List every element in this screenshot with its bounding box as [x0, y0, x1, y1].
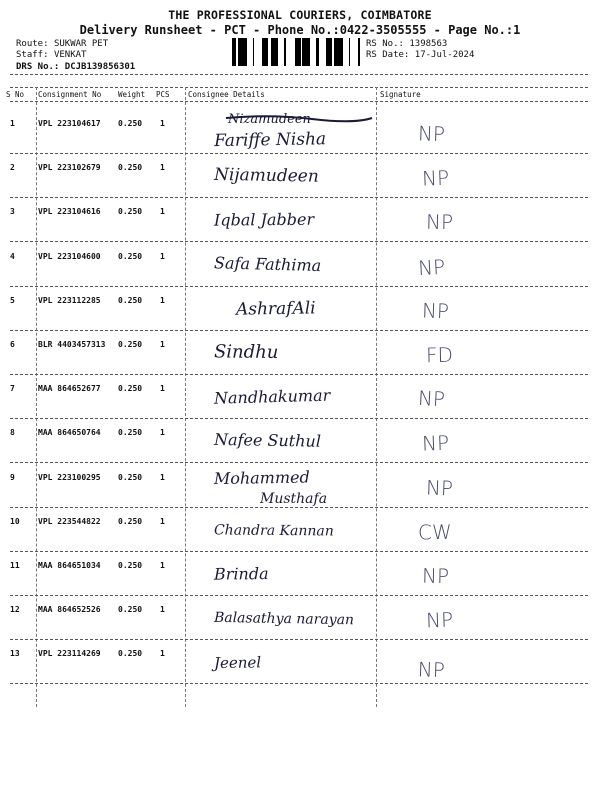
drs-value: DCJB139856301 — [64, 62, 136, 72]
consignee-handwriting — [200, 505, 390, 549]
row-separator — [10, 683, 588, 684]
row-pcs: 1 — [160, 649, 165, 659]
consignee-name: Balasathya narayan — [213, 610, 355, 629]
row-consignment-no: VPL 223102679 — [38, 163, 101, 173]
row-sno: 6 — [10, 340, 15, 349]
consignee-handwriting — [200, 549, 390, 593]
row-consignment-no: MAA 864652526 — [38, 605, 101, 615]
row-weight: 0.250 — [118, 207, 143, 217]
row-sno: 1 — [10, 119, 15, 128]
row-sno: 8 — [10, 428, 15, 438]
consignee-handwriting — [200, 240, 390, 284]
signature-status: NP — [421, 298, 450, 324]
row-pcs: 1 — [160, 251, 165, 261]
consignee-name: Chandra Kannan — [213, 522, 334, 540]
row-consignment-no: VPL 223104600 — [38, 251, 101, 261]
row-pcs: 1 — [160, 428, 165, 438]
col-weight: Weight — [118, 90, 146, 99]
row-weight: 0.250 — [118, 649, 143, 659]
drs-line — [16, 62, 135, 72]
rs-no-value: 1398563 — [409, 39, 448, 49]
row-consignment-no: MAA 864651034 — [38, 561, 101, 570]
row-sno: 12 — [10, 605, 20, 615]
signature-status: NP — [425, 210, 454, 235]
staff-line — [16, 50, 86, 60]
row-pcs: 1 — [160, 295, 165, 305]
row-sno: 10 — [10, 516, 20, 526]
consignee-handwriting — [200, 284, 390, 328]
rs-date-value: 17-Jul-2024 — [414, 50, 475, 60]
row-weight: 0.250 — [118, 163, 143, 173]
row-pcs: 1 — [160, 605, 165, 615]
company-title: THE PROFESSIONAL COURIERS, COIMBATORE — [168, 8, 432, 22]
row-consignment-no: VPL 223100295 — [38, 472, 101, 482]
signature-status: NP — [421, 165, 450, 191]
signature-status: NP — [417, 121, 446, 147]
row-weight: 0.250 — [118, 428, 143, 438]
consignee-handwriting — [200, 328, 390, 372]
signature-handwriting — [400, 109, 510, 153]
row-consignment-no: MAA 864650764 — [38, 428, 101, 438]
rs-date-line — [366, 50, 474, 60]
signature-handwriting — [400, 197, 510, 241]
row-weight: 0.250 — [118, 251, 143, 261]
staff-label: Staff: — [16, 50, 49, 60]
rs-date-label: RS Date: — [366, 50, 410, 60]
row-sno: 11 — [10, 561, 20, 570]
signature-handwriting — [400, 286, 510, 330]
consignee-handwriting — [200, 416, 390, 460]
row-consignment-no: BLR 4403457313 — [38, 340, 106, 349]
signature-handwriting — [400, 330, 510, 374]
consignee-name: Safa Fathima — [213, 252, 322, 275]
row-consignment-no: VPL 223104616 — [38, 207, 101, 217]
signature-status: NP — [417, 657, 446, 683]
row-sno: 9 — [10, 472, 15, 482]
signature-status: NP — [425, 475, 454, 501]
row-consignment-no: VPL 223112285 — [38, 295, 101, 305]
consignee-handwriting — [200, 461, 390, 505]
separator — [10, 74, 588, 75]
runsheet-subtitle: Delivery Runsheet - PCT - Phone No.:0422-3505555 - Page No.:1 — [79, 23, 521, 37]
row-weight: 0.250 — [118, 295, 143, 305]
row-weight: 0.250 — [118, 561, 143, 570]
rs-no-line — [366, 39, 447, 49]
row-weight: 0.250 — [118, 119, 143, 128]
row-sno: 13 — [10, 649, 20, 659]
row-sno: 7 — [10, 384, 15, 394]
row-pcs: 1 — [160, 207, 165, 217]
separator — [10, 87, 588, 88]
signature-handwriting — [400, 463, 510, 507]
signature-status: NP — [425, 607, 454, 633]
consignee-name: Brinda — [213, 564, 269, 584]
consignee-name: Iqbal Jabber — [213, 210, 315, 230]
consignee-handwriting — [200, 593, 390, 637]
route-label: Route: — [16, 39, 49, 49]
consignee-name: Sindhu — [213, 341, 279, 363]
signature-handwriting — [400, 153, 510, 197]
signature-handwriting — [400, 507, 510, 551]
row-sno: 5 — [10, 295, 15, 305]
row-pcs: 1 — [160, 384, 165, 394]
separator — [10, 101, 588, 102]
row-pcs: 1 — [160, 561, 165, 570]
signature-status: NP — [417, 386, 446, 412]
consignee-handwriting — [200, 195, 390, 239]
consignee-name: Mohammed — [213, 467, 310, 488]
consignee-name-line2: Musthafa — [260, 490, 328, 507]
consignee-handwriting — [200, 151, 390, 195]
row-weight: 0.250 — [118, 472, 143, 482]
row-weight: 0.250 — [118, 605, 143, 615]
route-line — [16, 39, 108, 49]
row-sno: 4 — [10, 251, 15, 261]
row-consignment-no: MAA 864652677 — [38, 384, 101, 394]
rs-no-label: RS No.: — [366, 39, 404, 49]
row-pcs: 1 — [160, 516, 165, 526]
drs-label: DRS No.: — [16, 62, 60, 72]
signature-handwriting — [400, 595, 510, 639]
signature-status: NP — [417, 254, 446, 280]
col-signature: Signature — [380, 90, 421, 99]
row-weight: 0.250 — [118, 516, 143, 526]
signature-status: FD — [425, 342, 454, 368]
barcode-image — [232, 38, 360, 66]
row-consignment-no: VPL 223114269 — [38, 649, 101, 659]
col-consignee: Consignee Details — [188, 90, 265, 99]
consignee-name: Fariffe Nisha — [213, 129, 327, 152]
row-pcs: 1 — [160, 119, 165, 128]
consignee-handwriting — [200, 372, 390, 416]
row-pcs: 1 — [160, 340, 165, 349]
row-pcs: 1 — [160, 163, 165, 173]
consignee-handwriting — [200, 107, 390, 151]
signature-handwriting — [400, 639, 510, 683]
col-sno: S No — [6, 90, 25, 99]
struck-consignee-name: Nizamudeen — [228, 112, 311, 127]
route-value: SUKWAR PET — [53, 39, 109, 49]
consignee-name: AshrafAli — [235, 298, 316, 320]
row-consignment-no: VPL 223104617 — [38, 119, 101, 128]
row-weight: 0.250 — [118, 384, 143, 394]
consignee-name: Nijamudeen — [213, 165, 319, 187]
row-weight: 0.250 — [118, 340, 143, 349]
signature-handwriting — [400, 551, 510, 595]
consignee-name: Jeenel — [213, 653, 262, 673]
table-row — [0, 645, 600, 689]
row-consignment-no: VPL 223544822 — [38, 516, 101, 526]
signature-handwriting — [400, 374, 510, 418]
signature-handwriting — [400, 418, 510, 462]
signature-status: CW — [417, 519, 452, 545]
signature-status: NP — [421, 563, 450, 589]
staff-value: VENKAT — [53, 50, 87, 60]
col-pcs: PCS — [156, 90, 170, 99]
signature-handwriting — [400, 242, 510, 286]
signature-status: NP — [421, 431, 450, 457]
consignee-name: Nafee Suthul — [213, 430, 322, 452]
col-consignment: Consignment No — [38, 90, 102, 99]
row-sno: 2 — [10, 163, 15, 173]
consignee-name: Nandhakumar — [213, 385, 331, 408]
row-pcs: 1 — [160, 472, 165, 482]
row-sno: 3 — [10, 207, 15, 217]
consignee-handwriting — [200, 637, 390, 681]
